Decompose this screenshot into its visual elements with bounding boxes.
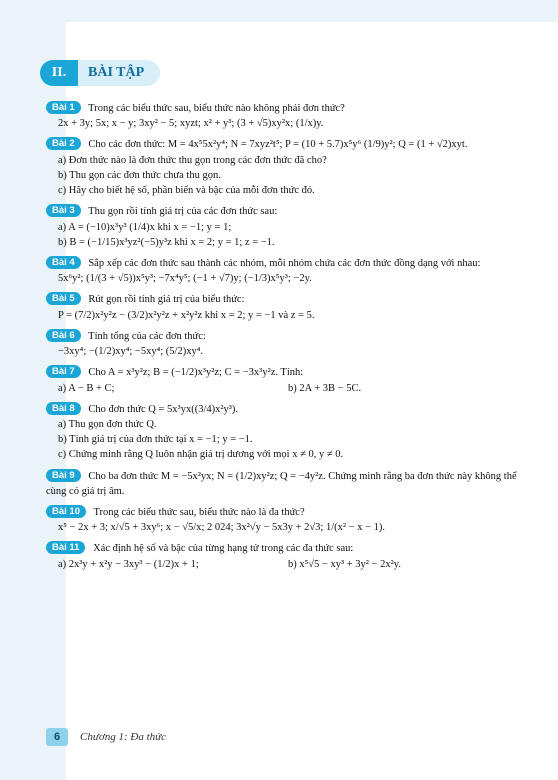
part-a: a) Thu gọn đơn thức Q. (58, 418, 157, 430)
exercise-text: Cho các đơn thức: M = 4x⁵5x²y⁴; N = 7xyz²t⁵; P = (10 + 5.7)x⁵y⁶ (1/9)y²; Q = (1 + √2)xyt. (88, 139, 468, 151)
exercise-text: Trong các biểu thức sau, biểu thức nào không phải đơn thức? (88, 103, 345, 114)
exercise-text: Sắp xếp các đơn thức sau thành các nhóm, mỗi nhóm chứa các đơn thức đồng dạng với nhau: (88, 257, 481, 269)
part-b: b) B = (−1/15)x³yz²(−5)y³z khi x = 2; y = 1; z = −1. (58, 236, 275, 248)
exercise-text: Cho ba đơn thức M = −5x²yx; N = (1/2)xy²z; Q = −4y²z. Chứng minh rằng ba đơn thức này không thể cùng có giá trị âm. (46, 470, 517, 497)
chapter-title: Chương 1: Đa thức (80, 731, 167, 743)
exercise-text: Cho A = x³y²z; B = (−1/2)x³y²z; C = −3x³y²z. Tính: (88, 367, 304, 379)
part-b: b) x⁵√5 − xy³ + 3y² − 2x²y. (288, 558, 401, 570)
exercise-badge: Bài 9 (46, 469, 81, 482)
part-a: a) 2x³y + x²y − 3xy³ − (1/2)x + 1; (58, 558, 199, 570)
part-a: a) A − B + C; (58, 382, 115, 394)
exercise-badge: Bài 10 (46, 505, 86, 518)
exercise-1 (46, 101, 524, 131)
exercise-text: Thu gọn rồi tính giá trị của các đơn thức sau: (88, 206, 278, 218)
section-header (40, 60, 160, 86)
exercise-11 (46, 541, 524, 571)
exercise-4 (46, 256, 524, 286)
exercise-badge: Bài 3 (46, 204, 81, 217)
exercise-expr: 5x⁶y²; (1/(3 + √5))x⁵y³; −7x⁴y⁵; (−1 + √7)y; (−1/3)x⁵y³; −2y. (58, 273, 312, 285)
exercise-badge: Bài 2 (46, 137, 81, 150)
exercise-badge: Bài 6 (46, 329, 81, 342)
exercise-expr: P = (7/2)x²y²z − (3/2)x²y²z + x²y²z khi x = 2; y = −1 và z = 5. (58, 309, 315, 321)
exercise-text: Xác định hệ số và bậc của từng hạng tử trong các đa thức sau: (93, 543, 354, 555)
part-b: b) Thu gọn các đơn thức chưa thu gọn. (58, 169, 221, 181)
page-footer (46, 728, 166, 746)
exercise-7 (46, 365, 524, 395)
part-b: b) Tính giá trị của đơn thức tại x = −1; y = −1. (58, 434, 253, 446)
part-a: a) Đơn thức nào là đơn thức thu gọn trong các đơn thức đã cho? (58, 154, 327, 166)
part-c: c) Hãy cho biết hệ số, phần biến và bậc của mỗi đơn thức đó. (58, 185, 315, 197)
page-number: 6 (46, 728, 68, 746)
exercise-text: Tính tổng của các đơn thức: (88, 330, 206, 342)
exercise-badge: Bài 11 (46, 541, 85, 554)
section-number: II. (40, 60, 78, 86)
exercise-10 (46, 505, 524, 535)
exercise-list (46, 95, 524, 572)
exercise-expr: −3xy⁴; −(1/2)xy⁴; −5xy⁴; (5/2)xy⁴. (58, 346, 203, 358)
exercise-2 (46, 137, 524, 198)
part-b: b) 2A + 3B − 5C. (288, 382, 362, 394)
exercise-3 (46, 204, 524, 250)
part-a: a) A = (−10)x³y³ (1/4)x khi x = −1; y = 1; (58, 221, 232, 233)
parts-row (46, 381, 524, 396)
exercise-text: Cho đơn thức Q = 5x³yx((3/4)x²y³). (88, 403, 239, 415)
exercise-text: Rút gọn rồi tính giá trị của biểu thức: (88, 294, 245, 306)
exercise-badge: Bài 4 (46, 256, 81, 269)
exercise-expr: 2x + 3y; 5x; x − y; 3xy² − 5; xyzt; x² + y³; (3 + √5)xy²x; (1/x)y. (58, 118, 324, 130)
exercise-5 (46, 292, 524, 322)
exercise-badge: Bài 7 (46, 365, 81, 378)
exercise-expr: x⁵ − 2x + 3; x/√5 + 3xy⁶; x − √5/x; 2 024; 3x²√y − 5x3y + 2√3; 1/(x² − x − 1). (58, 522, 385, 534)
exercise-8 (46, 402, 524, 463)
parts-row (46, 557, 524, 572)
part-c: c) Chứng minh rằng Q luôn nhận giá trị dương với mọi x ≠ 0, y ≠ 0. (58, 449, 344, 461)
exercise-text: Trong các biểu thức sau, biểu thức nào là đa thức? (93, 507, 305, 519)
exercise-badge: Bài 5 (46, 292, 81, 305)
exercise-6 (46, 329, 524, 359)
exercise-badge: Bài 1 (46, 101, 81, 114)
exercise-badge: Bài 8 (46, 402, 81, 415)
section-title: BÀI TẬP (78, 60, 160, 86)
exercise-9 (46, 469, 524, 499)
